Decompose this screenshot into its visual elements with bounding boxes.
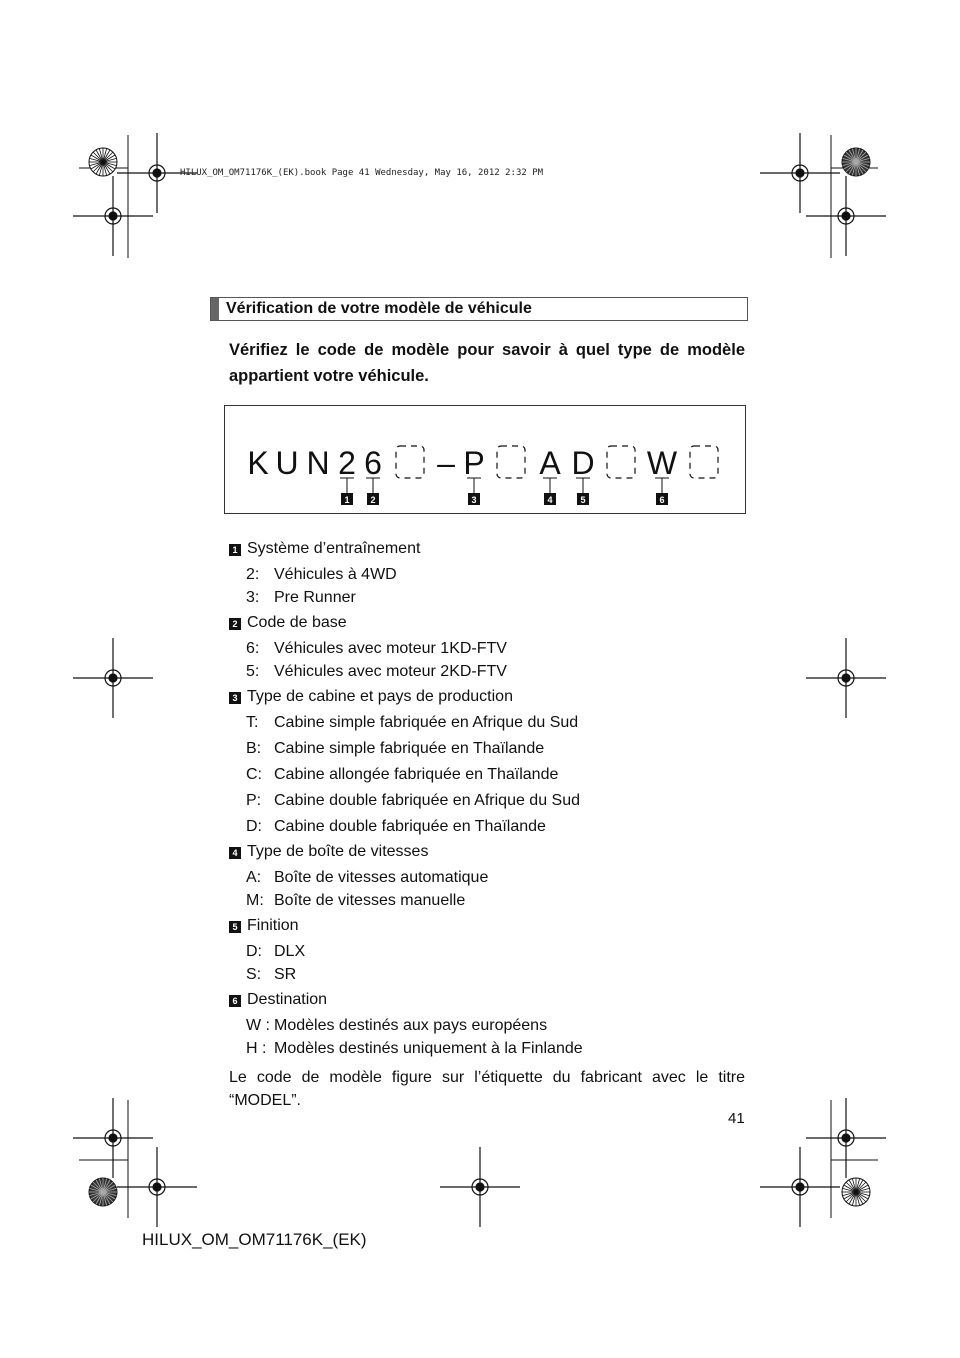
model-code-letter: A: [539, 445, 561, 481]
model-code-letter: K: [247, 445, 269, 481]
legend-group-title: [229, 688, 513, 706]
registration-mark-icon: [73, 176, 153, 256]
model-code-letter: 6: [364, 445, 382, 481]
legend-item-text: Cabine simple fabriquée en Afrique du Sud: [274, 714, 579, 731]
legend-title-text: Système d’entraînement: [247, 540, 421, 557]
registration-mark-icon: [73, 638, 153, 718]
registration-mark-icon: [806, 638, 886, 718]
legend-group-title: [229, 843, 428, 861]
registration-mark-icon: [806, 176, 886, 256]
marker-number: 1: [344, 495, 350, 505]
model-code-svg: [225, 406, 745, 513]
model-code-letter: D: [571, 445, 595, 481]
legend-title-text: Code de base: [247, 614, 347, 631]
legend-title-text: Destination: [247, 991, 328, 1008]
registration-mark-icon: [760, 1147, 840, 1227]
model-code-letter: N: [306, 445, 330, 481]
legend-number-badge: 1: [229, 544, 241, 556]
placeholder-slot: [497, 446, 525, 478]
legend-item-key: S:: [246, 966, 262, 983]
placeholder-slot: [607, 446, 635, 478]
legend-number-badge: 5: [229, 921, 241, 933]
starburst-mark-icon: [89, 1178, 117, 1206]
marker-number: 3: [471, 495, 477, 505]
legend-item-text: Cabine double fabriquée en Thaïlande: [274, 818, 546, 835]
legend-item-key: W :: [246, 1017, 270, 1034]
file-info: HILUX_OM_OM71176K_(EK).book Page 41 Wednesday, May 16, 2012 2:32 PM: [180, 168, 544, 178]
legend-item-text: Véhicules avec moteur 2KD-FTV: [274, 663, 507, 680]
marker-number: 2: [370, 495, 376, 505]
section-header-bar: [211, 298, 219, 320]
legend-item-key: C:: [246, 766, 262, 783]
registration-mark-icon: [760, 133, 840, 213]
model-code-letter: U: [275, 445, 299, 481]
legend-item-text: Véhicules à 4WD: [274, 566, 397, 583]
legend-group-title: [229, 614, 347, 632]
footer-book-code: HILUX_OM_OM71176K_(EK): [142, 1230, 367, 1249]
legend-item-key: M:: [246, 892, 264, 909]
legend-group-title: [229, 540, 420, 558]
legend-number-badge: 2: [229, 618, 241, 630]
model-code-diagram: [224, 405, 746, 514]
legend-group-title: [229, 917, 299, 935]
legend-title-text: Type de boîte de vitesses: [247, 843, 429, 860]
legend-item-key: B:: [246, 740, 262, 757]
legend-item-key: 2:: [246, 566, 260, 583]
legend-item-key: 3:: [246, 589, 260, 606]
legend-item-key: H :: [246, 1040, 267, 1057]
legend-item-text: Cabine allongée fabriquée en Thaïlande: [274, 766, 559, 783]
legend-item-text: Boîte de vitesses manuelle: [274, 892, 466, 909]
legend-item-key: T:: [246, 714, 259, 731]
placeholder-slot: [396, 446, 424, 478]
model-code-letter: 2: [338, 445, 356, 481]
marker-number: 6: [659, 495, 665, 505]
starburst-mark-icon: [89, 148, 117, 176]
legend-item-text: Véhicules avec moteur 1KD-FTV: [274, 640, 507, 657]
legend-item-text: SR: [274, 966, 297, 983]
starburst-mark-icon: [842, 1178, 870, 1206]
marker-number: 5: [580, 495, 586, 505]
legend-item-key: P:: [246, 792, 262, 809]
model-code-letter: W: [646, 445, 678, 481]
legend-item-text: Pre Runner: [274, 589, 356, 606]
legend-number-badge: 3: [229, 692, 241, 704]
starburst-mark-icon: [842, 148, 870, 176]
legend-title-text: Type de cabine et pays de production: [247, 688, 513, 705]
page-number: 41: [728, 1110, 745, 1127]
registration-mark-icon: [73, 1098, 153, 1178]
legend-item-text: Modèles destinés aux pays européens: [274, 1017, 548, 1034]
section-title: Vérification de votre modèle de véhicule: [226, 300, 532, 317]
legend-item-key: D:: [246, 943, 262, 960]
legend-item-key: 5:: [246, 663, 260, 680]
intro-text: Vérifiez le code de modèle pour savoir à quel type de modèle appartient votre véhicule.: [229, 341, 745, 385]
legend-number-badge: 4: [229, 847, 241, 859]
legend-number-badge: 6: [229, 995, 241, 1007]
closing-text: Le code de modèle figure sur l’étiquette du fabricant avec le titre “MODEL”.: [229, 1069, 745, 1109]
placeholder-slot: [690, 446, 718, 478]
legend-item-key: 6:: [246, 640, 260, 657]
legend-item-text: DLX: [274, 943, 306, 960]
model-code-letter: –: [437, 445, 455, 481]
marker-number: 4: [547, 495, 553, 505]
model-code-letter: P: [463, 445, 485, 481]
legend-item-text: Cabine double fabriquée en Afrique du Sud: [274, 792, 581, 809]
legend-item-key: A:: [246, 869, 262, 886]
registration-mark-icon: [806, 1098, 886, 1178]
legend-item-key: D:: [246, 818, 262, 835]
legend-item-text: Boîte de vitesses automatique: [274, 869, 489, 886]
registration-mark-icon: [440, 1147, 520, 1227]
legend-item-text: Modèles destinés uniquement à la Finlande: [274, 1040, 583, 1057]
legend-title-text: Finition: [247, 917, 299, 934]
section-header: [210, 297, 748, 321]
registration-mark-icon: [117, 1147, 197, 1227]
legend-item-text: Cabine simple fabriquée en Thaïlande: [274, 740, 545, 757]
legend-group-title: [229, 991, 327, 1009]
